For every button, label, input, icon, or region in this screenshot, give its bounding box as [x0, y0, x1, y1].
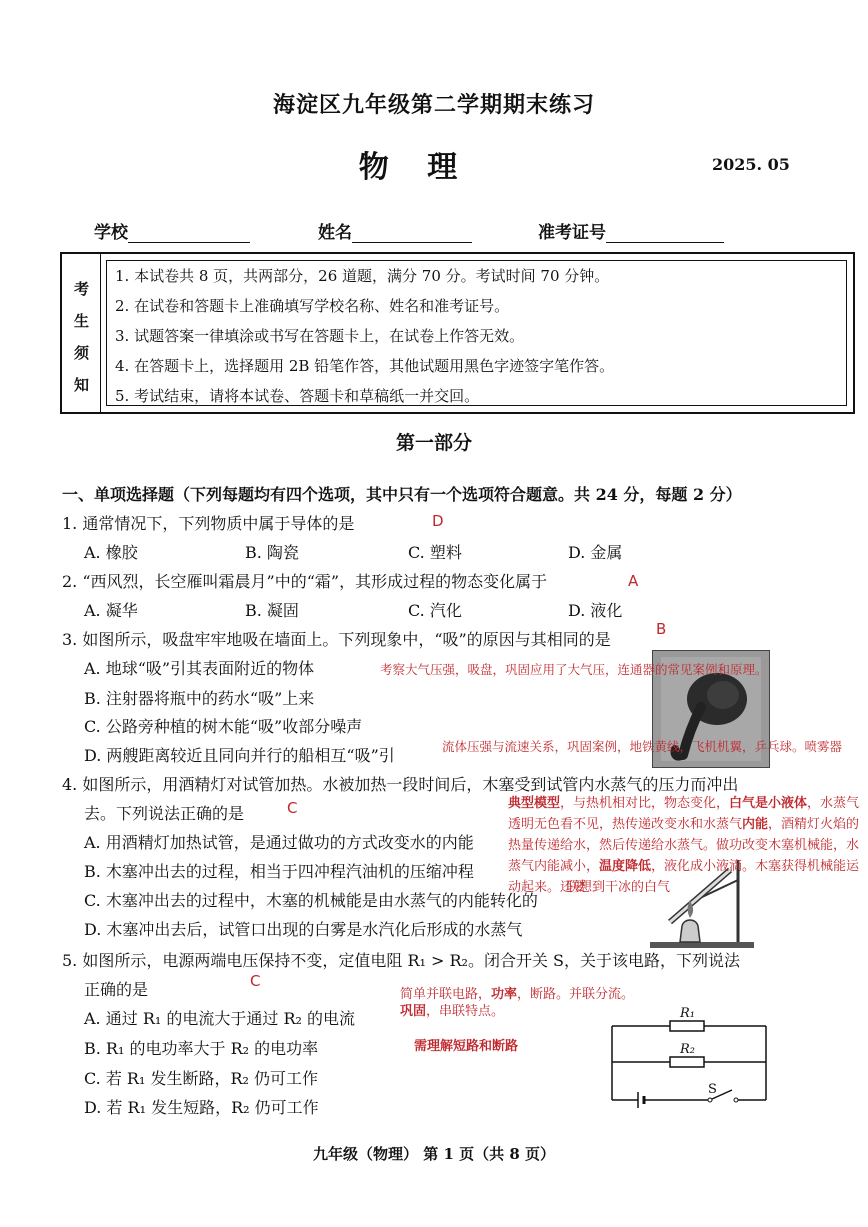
exam-id-label: 准考证号	[538, 223, 606, 243]
exam-title: 海淀区九年级第二学期期末练习	[272, 92, 595, 118]
q2-option-b: B. 凝固	[245, 601, 299, 620]
exam-id-blank	[606, 224, 724, 243]
q4-note-text: ，酒精灯火焰的热量传递给水，然后传递给水蒸气。做功改变木塞机械能，水蒸气内能减小，	[508, 817, 860, 874]
notice-side-char: 须	[74, 344, 90, 362]
q2-option-d: D. 液化	[568, 601, 623, 620]
q3-stem: 3. 如图所示，吸盘牢牢地吸在墙面上。下列现象中，“吸”的原因与其相同的是	[62, 630, 611, 649]
q3-note-pressure: 考察大气压强，吸盘，巩固应用了大气压，连通器的常见案例和原理。	[380, 662, 768, 677]
q1-option-a: A. 橡胶	[84, 543, 138, 562]
exam-id-field	[538, 218, 724, 243]
q5-note-bold: 功率	[491, 987, 518, 1002]
name-field	[318, 218, 472, 243]
notice-box	[60, 252, 855, 414]
q4-stem-line2: 去。下列说法正确的是	[84, 804, 245, 823]
school-blank	[128, 224, 250, 243]
name-label: 姓名	[318, 223, 352, 243]
q1-option-d: D. 金属	[568, 543, 623, 562]
q5-note-text: 简单并联电路，	[400, 987, 492, 1002]
notice-list	[106, 260, 847, 406]
q4-note-bold: 典型模型	[508, 796, 561, 811]
q1-answer: D	[432, 512, 444, 530]
q4-note-dry-ice: 联想到干冰的白气	[566, 880, 671, 895]
q3-note-fluid: 流体压强与流速关系，巩固案例，地铁黄线，飞机机翼，乒乓球。喷雾器	[442, 739, 843, 754]
q4-note-text: ，液化成小液滴。木塞获得机械能运动起来。还要	[508, 859, 860, 895]
notice-item: 3. 试题答案一律填涂或书写在答题卡上，在试卷上作答无效。	[115, 327, 525, 345]
q4-note-bold: 内能	[742, 817, 769, 832]
circuit-label-r1: R₁	[680, 1006, 695, 1021]
q5-note-text: ，断路。并联分流。	[517, 987, 635, 1002]
q4-note-bold: 温度降低	[599, 859, 652, 874]
part-title: 第一部分	[395, 432, 472, 454]
q4-option-c: C. 木塞冲出去的过程中，木塞的机械能是由水蒸气的内能转化的	[84, 891, 538, 910]
notice-side-label	[62, 254, 101, 412]
q5-option-c: C. 若 R₁ 发生断路，R₂ 仍可工作	[84, 1069, 319, 1088]
q4-option-b: B. 木塞冲出去的过程，相当于四冲程汽油机的压缩冲程	[84, 862, 474, 881]
q4-stem-line1: 4. 如图所示，用酒精灯对试管加热。水被加热一段时间后，木塞受到试管内水蒸气的压力而冲出	[62, 775, 739, 794]
circuit-label-s: S	[708, 1082, 717, 1097]
q4-note	[508, 793, 860, 898]
q1-option-b: B. 陶瓷	[245, 543, 299, 562]
notice-item: 5. 考试结束，请将本试卷、答题卡和草稿纸一并交回。	[115, 387, 480, 405]
q2-option-c: C. 汽化	[408, 601, 462, 620]
q5-note-text: ，串联特点。	[426, 1004, 505, 1019]
q5-stem-line2: 正确的是	[84, 980, 149, 999]
q5-option-a: A. 通过 R₁ 的电流大于通过 R₂ 的电流	[84, 1009, 355, 1028]
q5-note-short-open: 需理解短路和断路	[414, 1039, 519, 1054]
school-label: 学校	[94, 223, 128, 243]
q5-note-bold: 巩固	[400, 1004, 427, 1019]
notice-side-char: 生	[74, 312, 90, 330]
section-title: 一、单项选择题（下列每题均有四个选项，其中只有一个选项符合题意。共 24 分，每题 2 分）	[62, 485, 742, 504]
q3-option-d: D. 两艘距离较近且同向并行的船相互“吸”引	[84, 746, 395, 765]
name-blank	[352, 224, 472, 243]
subject-title: 物 理	[358, 150, 472, 185]
q2-option-a: A. 凝华	[84, 601, 138, 620]
school-field	[94, 218, 250, 243]
q3-option-c: C. 公路旁种植的树木能“吸”收部分噪声	[84, 717, 363, 736]
parallel-circuit-diagram	[604, 1006, 774, 1110]
q2-stem: 2. “西风烈，长空雁叫霜晨月”中的“霜”，其形成过程的物态变化属于	[62, 572, 548, 591]
q3-answer: B	[656, 620, 667, 638]
q4-note-text: ，水蒸气透明无色看不见，热传递改变水和水蒸气	[508, 796, 860, 832]
q5-option-b: B. R₁ 的电功率大于 R₂ 的电功率	[84, 1039, 319, 1058]
q5-option-d: D. 若 R₁ 发生短路，R₂ 仍可工作	[84, 1098, 319, 1117]
q4-note-bold: 白气是小液体	[729, 796, 808, 811]
q4-option-a: A. 用酒精灯加热试管，是通过做功的方式改变水的内能	[84, 833, 474, 852]
notice-item: 2. 在试卷和答题卡上准确填写学校名称、姓名和准考证号。	[115, 297, 510, 315]
q5-answer: C	[250, 972, 261, 990]
q5-stem-line1: 5. 如图所示，电源两端电压保持不变，定值电阻 R₁ > R₂。闭合开关 S，关于该电路，下列说法	[62, 951, 740, 970]
notice-side-char: 知	[74, 376, 90, 394]
q4-answer: C	[287, 799, 298, 817]
circuit-label-r2: R₂	[680, 1042, 695, 1057]
q3-option-a: A. 地球“吸”引其表面附近的物体	[84, 659, 315, 678]
notice-item: 4. 在答题卡上，选择题用 2B 铅笔作答，其他试题用黑色字迹签字笔作答。	[115, 357, 615, 375]
q4-option-d: D. 木塞冲出去后，试管口出现的白雾是水汽化后形成的水蒸气	[84, 920, 523, 939]
exam-date: 2025. 05	[712, 155, 790, 174]
q2-answer: A	[628, 572, 639, 590]
q4-note-text: ，与热机相对比，物态变化，	[560, 796, 730, 811]
page-footer: 九年级（物理） 第 1 页（共 8 页）	[313, 1145, 555, 1163]
q5-note-series	[400, 1000, 504, 1019]
notice-item: 1. 本试卷共 8 页，共两部分，26 道题，满分 70 分。考试时间 70 分钟。	[115, 267, 610, 285]
notice-side-char: 考	[74, 280, 90, 298]
q3-option-b: B. 注射器将瓶中的药水“吸”上来	[84, 689, 315, 708]
q1-option-c: C. 塑料	[408, 543, 462, 562]
q1-stem: 1. 通常情况下，下列物质中属于导体的是	[62, 514, 355, 533]
